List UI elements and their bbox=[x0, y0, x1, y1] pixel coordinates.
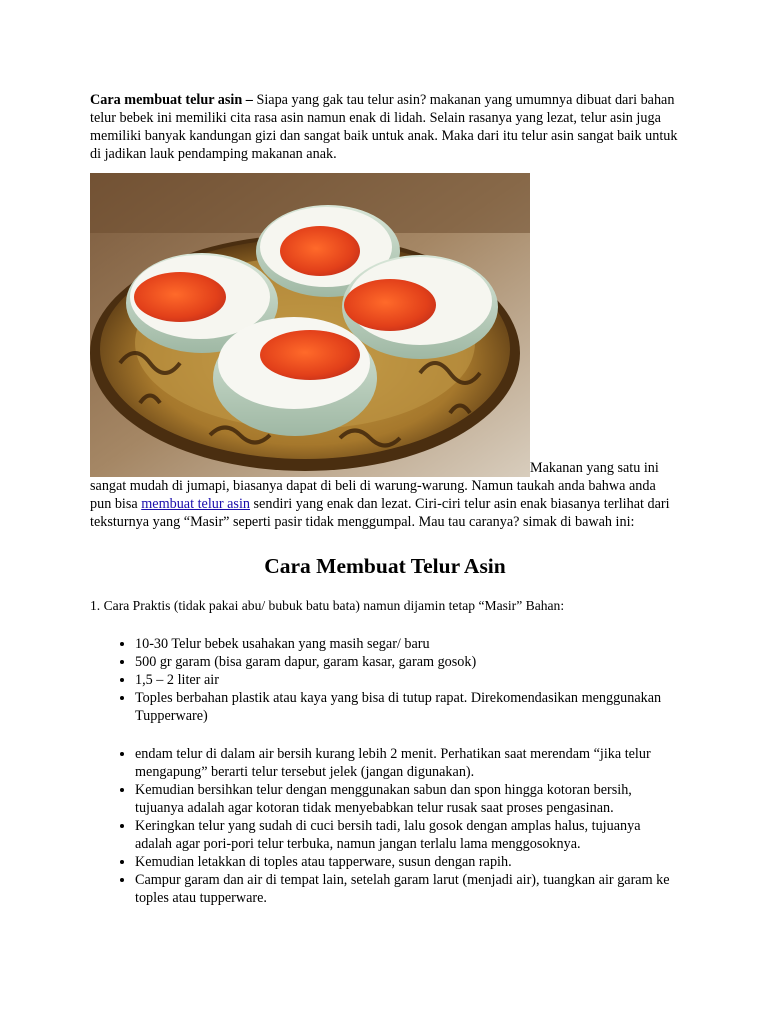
step-item: • Kemudian bersihkan telur dengan menggunakan sabun dan spon hingga kotoran bersih, tujuanya adalah agar kotoran tidak menyebabkan telur rusak saat proses pengasinan. bbox=[135, 781, 680, 817]
make-salted-egg-link[interactable]: membuat telur asin bbox=[141, 496, 250, 512]
image-paragraph bbox=[90, 173, 680, 531]
document-body bbox=[90, 91, 680, 907]
intro-paragraph bbox=[90, 91, 680, 163]
steps-list bbox=[90, 745, 680, 907]
after-image-text-1: Makanan yang satu ini sangat mudah di jumapi, biasanya dapat di beli di warung-warung. Namun taukah anda bahwa anda pun bisa bbox=[90, 460, 659, 512]
step-item: • Keringkan telur yang sudah di cuci bersih tadi, lalu gosok dengan amplas halus, tujuanya adalah agar pori-pori telur terbuka, namun jangan terlalu lama menggosoknya. bbox=[135, 817, 680, 853]
ingredient-item: • 1,5 – 2 liter air bbox=[135, 671, 680, 689]
salted-eggs-photo bbox=[90, 173, 530, 477]
step-item: • endam telur di dalam air bersih kurang lebih 2 menit. Perhatikan saat merendam “jika telur mengapung” berarti telur tersebut jelek (jangan digunakan). bbox=[135, 745, 680, 781]
after-image-text-2: sendiri yang enak dan lezat. Ciri-ciri telur asin enak biasanya terlihat dari teksturnya yang “Masir” seperti pasir tidak menggumpal. Mau tau caranya? simak di bawah ini: bbox=[90, 496, 670, 530]
ingredient-item: • 500 gr garam (bisa garam dapur, garam kasar, garam gosok) bbox=[135, 653, 680, 671]
ingredient-item: • 10-30 Telur bebek usahakan yang masih segar/ baru bbox=[135, 635, 680, 653]
intro-text: Siapa yang gak tau telur asin? makanan yang umumnya dibuat dari bahan telur bebek ini memiliki cita rasa asin namun enak di lidah. Selain rasanya yang lezat, telur asin juga memiliki banyak kandungan gizi dan sangat baik untuk anak. Maka dari itu telur asin sangat baik untuk di jadikan lauk pendamping makanan anak. bbox=[90, 92, 678, 162]
step-item: • Kemudian letakkan di toples atau tapperware, susun dengan rapih. bbox=[135, 853, 680, 871]
ingredient-item: • Toples berbahan plastik atau kaya yang bisa di tutup rapat. Direkomendasikan menggunakan Tupperware) bbox=[135, 689, 680, 725]
section-heading: Cara Membuat Telur Asin bbox=[264, 554, 506, 578]
ingredients-list bbox=[90, 635, 680, 725]
method-1-heading: 1. Cara Praktis (tidak pakai abu/ bubuk batu bata) namun dijamin tetap “Masir” Bahan: bbox=[90, 598, 565, 613]
intro-bold-lead: Cara membuat telur asin – bbox=[90, 92, 253, 108]
step-item: • Campur garam dan air di tempat lain, setelah garam larut (menjadi air), tuangkan air garam ke toples atau tupperware. bbox=[135, 871, 680, 907]
